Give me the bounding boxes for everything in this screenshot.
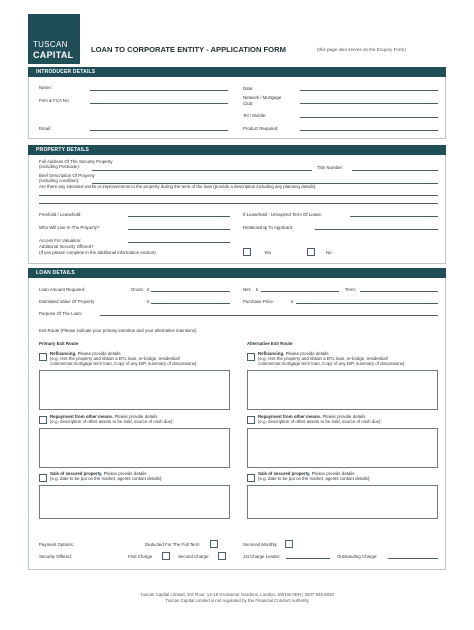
unexpired-term-label: If Leasehold - Unexpired Term Of Lease:: [243, 212, 322, 217]
network-field[interactable]: [300, 103, 438, 104]
additional-security-label-line-2: (If yes please complete in the additional information section): [39, 250, 156, 255]
serviced-monthly-checkbox[interactable]: [285, 540, 293, 548]
serviced-monthly-label: Serviced Monthly: [243, 542, 277, 547]
introducer-details-header: [28, 67, 446, 77]
alternative-refinancing-checkbox[interactable]: [247, 353, 255, 361]
name-label: Name:: [39, 85, 52, 90]
firm-fca-label: Firm & FCA No:: [39, 98, 70, 103]
primary-sale-line-1: Please provide details: [103, 471, 147, 476]
brief-description-label-line-2: (including condition):: [39, 178, 80, 183]
primary-refinancing-line-2: (e.g. rent the property and obtain a BTL loan, re-bridge, residential/: [50, 356, 180, 361]
primary-repayment-line-2: (e.g. description of other assets to be sold, source of cash due):: [50, 419, 174, 424]
name-field[interactable]: [90, 90, 228, 91]
intended-works-field-1[interactable]: [39, 195, 438, 196]
freehold-leasehold-label: Freehold / Leasehold:: [39, 212, 82, 217]
additional-security-no-checkbox[interactable]: [307, 248, 315, 256]
email-label: Email:: [39, 126, 52, 131]
estimated-value-field[interactable]: [151, 303, 230, 304]
first-charge-lender-field[interactable]: [286, 558, 330, 559]
net-amount-field[interactable]: [261, 291, 339, 292]
property-details-heading: PROPERTY DETAILS: [36, 147, 90, 153]
no-label: No: [326, 250, 332, 255]
outstanding-charge-label: Outstanding Charge:: [337, 554, 378, 559]
security-offered-label: Security Offered:: [39, 554, 72, 559]
primary-refinancing-bold: Refinancing.: [50, 351, 77, 356]
primary-sale-bold: Sale of secured property.: [50, 471, 103, 476]
alternative-repayment-line-1: Please provide details: [322, 414, 366, 419]
term-field[interactable]: [360, 291, 438, 292]
deducted-full-term-label: Deducted For The Full Term: [145, 542, 200, 547]
exit-route-label: Exit Route (Please indicate your primary intention and your alternative intentions): [39, 328, 197, 333]
purpose-field[interactable]: [100, 315, 438, 316]
alternative-sale-line-2: (e.g. date to be put on the market, agents contact details):: [258, 476, 371, 481]
primary-sale-line-2: (e.g. date to be put on the market, agents contact details):: [50, 476, 163, 481]
alternative-sale-checkbox[interactable]: [247, 474, 255, 482]
alternative-refinancing-line-3: commercial mortgage term loan. Copy of any DIP, summary of discussions):: [258, 361, 406, 366]
footer-address: Tuscan Capital Limited, 3rd Floor, 12-18 Grosvenor Gardens, London, SW1W 0DH | 0207 846 8030: [140, 592, 334, 597]
date-field[interactable]: [300, 90, 438, 91]
email-field[interactable]: [90, 130, 228, 131]
deducted-full-term-checkbox[interactable]: [210, 540, 218, 548]
gross-currency: £: [147, 287, 150, 292]
brief-description-label-line-1: Brief Description Of Property: [39, 173, 95, 178]
form-note: (this page also serves as the Enquiry Form): [317, 47, 406, 52]
tuscan-capital-logo: [28, 14, 80, 64]
second-charge-checkbox[interactable]: [218, 552, 226, 560]
first-charge-lender-label: 1st Charge Lender:: [243, 554, 281, 559]
tel-label: Tel / Mobile:: [243, 113, 267, 118]
property-details-header: [28, 145, 446, 155]
relationship-label: Relationship To Applicant:: [243, 225, 294, 230]
payment-options-label: Payment Options:: [39, 542, 74, 547]
purpose-label: Purpose Of The Loan:: [39, 311, 83, 316]
primary-repayment-checkbox[interactable]: [39, 416, 47, 424]
relationship-field[interactable]: [315, 229, 438, 230]
term-label: Term:: [345, 287, 356, 292]
introducer-details-heading: INTRODUCER DETAILS: [36, 69, 96, 75]
alternative-sale-line-1: Please provide details: [311, 471, 355, 476]
first-charge-label: First Charge: [128, 554, 153, 559]
outstanding-charge-field[interactable]: [388, 558, 438, 559]
tel-field[interactable]: [300, 117, 438, 118]
alternative-repayment-bold: Repayment from other means.: [258, 414, 322, 419]
footer-regulation: Tuscan Capital Limited is not regulated by the Financial Conduct Authority: [165, 598, 309, 603]
alternative-refinancing-line-2: (e.g. rent the property and obtain a BTL loan, re-bridge, residential/: [258, 356, 388, 361]
gross-label: Gross:: [131, 287, 144, 292]
net-label: Net:: [243, 287, 252, 292]
product-field[interactable]: [300, 130, 438, 131]
second-charge-label: Second Charge: [178, 554, 209, 559]
who-lives-field[interactable]: [128, 229, 230, 230]
alternative-repayment-textbox[interactable]: [247, 428, 438, 468]
intended-works-label: Are there any intended works or improvements to the property during the term of the loan (provide a description including any planning details):: [39, 184, 317, 189]
primary-refinancing-checkbox[interactable]: [39, 353, 47, 361]
network-label-line-1: Network / Mortgage: [243, 95, 282, 100]
primary-exit-route-heading: Primary Exit Route: [39, 341, 79, 346]
address-field[interactable]: [92, 170, 312, 171]
loan-details-heading: LOAN DETAILS: [36, 270, 75, 276]
alternative-exit-route-heading: Alternative Exit Route: [247, 341, 293, 346]
purchase-price-label: Purchase Price:: [243, 299, 274, 304]
primary-refinancing-line-3: commercial mortgage term loan. Copy of any DIP, summary of discussions):: [50, 361, 198, 366]
estimated-value-currency: £: [147, 299, 150, 304]
primary-repayment-bold: Repayment from other means.: [50, 414, 114, 419]
form-title: LOAN TO CORPORATE ENTITY - APPLICATION FORM: [91, 45, 286, 54]
primary-refinancing-line-1: Please provide details: [77, 351, 121, 356]
primary-repayment-textbox[interactable]: [39, 428, 230, 468]
loan-amount-label: Loan Amount Required:: [39, 287, 86, 292]
firm-fca-field[interactable]: [90, 103, 228, 104]
access-valuation-field[interactable]: [128, 242, 230, 243]
address-label-line-1: Full Address Of The Security Property: [39, 159, 113, 164]
alternative-repayment-checkbox[interactable]: [247, 416, 255, 424]
logo-line-1: TUSCAN: [33, 40, 68, 49]
title-number-field[interactable]: [352, 170, 438, 171]
product-label: Product Required:: [243, 126, 279, 131]
freehold-leasehold-field[interactable]: [128, 216, 230, 217]
primary-refinancing-textbox[interactable]: [39, 370, 230, 410]
primary-sale-textbox[interactable]: [39, 485, 230, 519]
date-label: Date:: [243, 86, 254, 91]
net-currency: £: [256, 287, 259, 292]
title-number-label: Title Number:: [317, 165, 344, 170]
purchase-price-currency: £: [291, 299, 294, 304]
who-lives-label: Who Will Live In The Property?: [39, 225, 100, 230]
intended-works-field-2[interactable]: [39, 203, 438, 204]
first-charge-checkbox[interactable]: [162, 552, 170, 560]
yes-label: Yes: [264, 250, 272, 255]
address-label-line-2: (including Postcode):: [39, 164, 81, 169]
alternative-refinancing-textbox[interactable]: [247, 370, 438, 410]
alternative-sale-bold: Sale of secured property.: [258, 471, 311, 476]
alternative-repayment-line-2: (e.g. description of other assets to be sold, source of cash due):: [258, 419, 382, 424]
logo-line-2: CAPITAL: [33, 50, 74, 60]
network-label-line-2: Club:: [243, 101, 254, 106]
access-valuation-label: Access For Valuation:: [39, 238, 82, 243]
loan-details-header: [28, 268, 446, 278]
primary-sale-checkbox[interactable]: [39, 474, 47, 482]
unexpired-term-field[interactable]: [350, 216, 438, 217]
primary-repayment-line-1: Please provide details: [114, 414, 158, 419]
purchase-price-field[interactable]: [296, 303, 438, 304]
additional-security-label-line-1: Additional Security Offered?: [39, 244, 94, 249]
alternative-sale-textbox[interactable]: [247, 485, 438, 519]
gross-amount-field[interactable]: [151, 291, 230, 292]
estimated-value-label: Estimated Value Of Property: [39, 299, 95, 304]
additional-security-yes-checkbox[interactable]: [243, 248, 251, 256]
alternative-refinancing-line-1: Please provide details: [285, 351, 329, 356]
alternative-refinancing-bold: Refinancing.: [258, 351, 285, 356]
